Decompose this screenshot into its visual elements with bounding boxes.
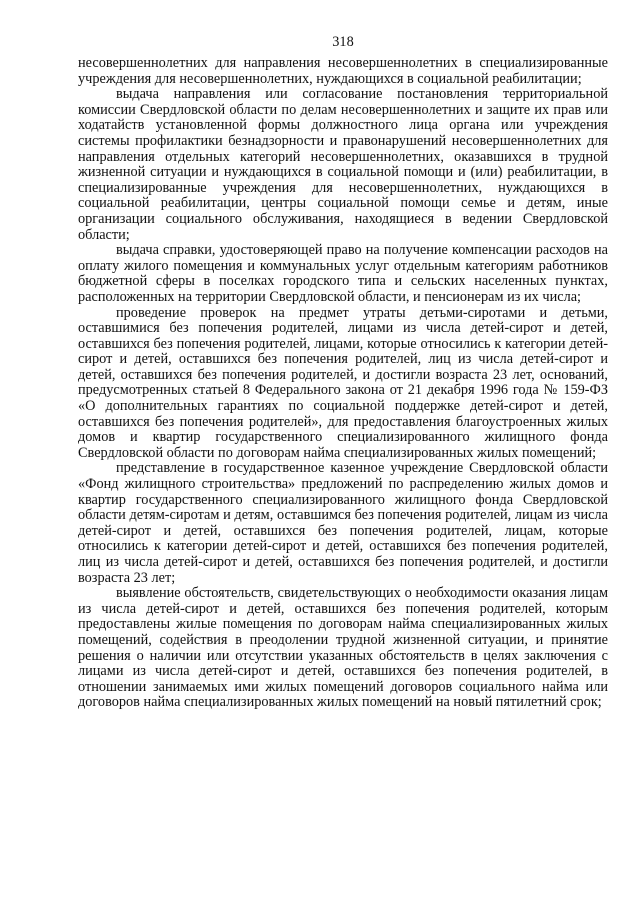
page-number: 318 <box>332 34 354 50</box>
document-page <box>78 34 608 711</box>
paragraph-continuation: несовершеннолетних для направления несовершеннолетних в специализированные учреждения для несовершеннолетних, нуждающихся в социальной реабилитации; <box>78 55 608 87</box>
paragraph-circumstances-identification: выявление обстоятельств, свидетельствующих о необходимости оказания лицам из числа детей-сирот и детей, оставшихся без попечения родителей, которым предоставлены жилые помещения по договорам найма специализированных жилых помещений, содействия в преодолении трудной жизненной ситуации, и принятие решения о наличии или отсутствии указанных обстоятельств в целях заключения с лицами из числа детей-сирот и детей, оставшихся без попечения родителей, в отношении занимаемых ими жилых помещений договоров социального найма или договоров найма специализированных жилых помещений на новый пятилетний срок; <box>78 585 608 711</box>
paragraph-referral-issuance: выдача направления или согласование постановления территориальной комиссии Свердловской области по делам несовершеннолетних и защите их прав или ходатайств установленной формы должностного лица органа или учреждения системы профилактики безнадзорности и правонарушений несовершеннолетних для направления отдельных категорий несовершеннолетних, оказавшихся в трудной жизненной ситуации и нуждающихся в социальной помощи и (или) реабилитации, в специализированные учреждения для несовершеннолетних, нуждающихся в социальной реабилитации, центры социальной помощи семье и детям, иные организации социального обслуживания, находящиеся в ведении Свердловской области; <box>78 86 608 243</box>
paragraph-orphan-checks: проведение проверок на предмет утраты детьми-сиротами и детьми, оставшимися без попечения родителей, лицами из числа детей-сирот и детей, оставшихся без попечения родителей, лицами, которые относились к категории детей-сирот и детей, оставшихся без попечения родителей, лиц из числа детей-сирот и детей, оставшихся без попечения родителей, и достигли возраста 23 лет, оснований, предусмотренных статьей 8 Федерального закона от 21 декабря 1996 года № 159-ФЗ «О дополнительных гарантиях по социальной поддержке детей-сирот и детей, оставшихся без попечения родителей», для предоставления благоустроенных жилых домов и квартир государственного специализированного жилищного фонда Свердловской области по договорам найма специализированных жилых помещений; <box>78 304 608 461</box>
paragraph-compensation-certificate: выдача справки, удостоверяющей право на получение компенсации расходов на оплату жилого помещения и коммунальных услуг отдельным категориям работников бюджетной сферы в поселках городского типа и сельских населенных пунктах, расположенных на территории Свердловской области, и пенсионерам из их числа; <box>78 242 608 305</box>
paragraph-housing-fund-proposals: представление в государственное казенное учреждение Свердловской области «Фонд жилищного строительства» предложений по распределению жилых домов и квартир государственного специализированного жилищного фонда Свердловской области детям-сиротам и детям, оставшимся без попечения родителей, лицам из числа детей-сирот и детей, оставшихся без попечения родителей, лицам, которые относились к категории детей-сирот и детей, оставшихся без попечения родителей, лиц из числа детей-сирот и детей, оставшихся без попечения родителей, и достигли возраста 23 лет; <box>78 460 608 586</box>
